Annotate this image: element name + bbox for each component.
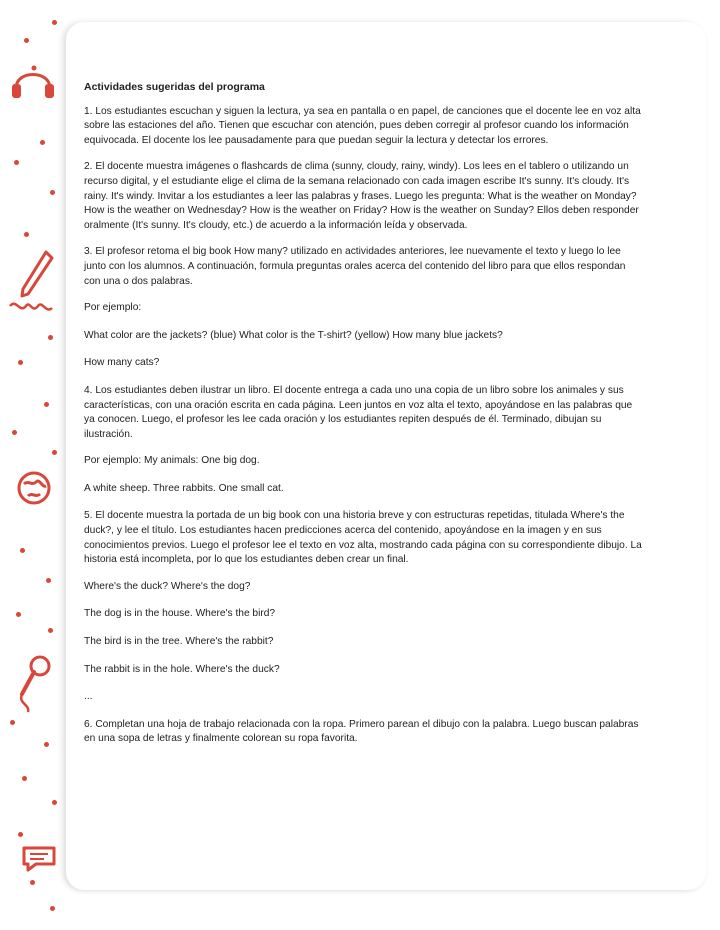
- microphone-icon: [12, 652, 56, 716]
- margin-dot: [48, 335, 53, 340]
- margin-dot: [48, 628, 53, 633]
- document-title: Actividades sugeridas del programa: [84, 81, 265, 93]
- margin-dot: [14, 160, 19, 165]
- activity-2: 2. El docente muestra imágenes o flashcards de clima (sunny, cloudy, rainy, windy). Los lees en el tablero o utilizando un recurso digital, y el estudiante elige el clima de la semana relacionado con cada imagen escribe It's sunny. It's cloudy. It's rainy. It's windy. Invitar a los estudiantes a leer las palabras y frases. Luego les pregunta: What is the weather on Monday? How is the weather on Wednesday? How is the weather on Friday? How is the weather on Sunday? Ellos deben responder oralmente (It's sunny. It's cloudy, etc.) de acuerdo a la información leída y observada.: [84, 161, 639, 231]
- activity-5: 5. El docente muestra la portada de un big book con una historia breve y con estructuras repetidas, titulada Where's the duck?, y lee el título. Los estudiantes hacen predicciones acerca del contenido, apoyándose en la imagen y en sus conocimientos previos. Luego el profesor lee el texto en voz alta, mostrando cada página con su correspondiente dibujo. La historia está incompleta, por lo que los estudiantes deben crear un final.: [84, 510, 642, 566]
- margin-dot: [20, 548, 25, 553]
- example-label: Por ejemplo:: [84, 302, 142, 314]
- margin-dot: [18, 832, 23, 837]
- document-body: [84, 80, 644, 759]
- speech-bubble-icon: [20, 842, 60, 874]
- ellipsis: ...: [84, 691, 93, 703]
- margin-dot: [18, 360, 23, 365]
- margin-dot: [16, 612, 21, 617]
- globe-icon: [14, 468, 54, 508]
- story-line: The rabbit is in the hole. Where's the duck?: [84, 663, 280, 675]
- margin-dot: [24, 232, 29, 237]
- margin-dot: [44, 742, 49, 747]
- margin-dot: [12, 430, 17, 435]
- example-line: How many cats?: [84, 357, 160, 369]
- margin-dot: [10, 720, 15, 725]
- margin-dot: [44, 402, 49, 407]
- margin-dot: [50, 190, 55, 195]
- example-line: What color are the jackets? (blue) What color is the T-shirt? (yellow) How many blue jackets?: [84, 329, 503, 341]
- margin-dot: [40, 140, 45, 145]
- margin-dot: [22, 776, 27, 781]
- example-line: A white sheep. Three rabbits. One small cat.: [84, 482, 284, 494]
- story-line: The dog is in the house. Where's the bird?: [84, 608, 276, 620]
- activity-3: 3. El profesor retoma el big book How many? utilizado en actividades anteriores, lee nuevamente el texto y luego lo lee junto con los alumnos. A continuación, formula preguntas orales acerca del contenido del libro para que ellos respondan con una o dos palabras.: [84, 246, 626, 287]
- headphones-icon: [8, 58, 58, 102]
- story-line: Where's the duck? Where's the dog?: [84, 580, 251, 592]
- margin-dot: [52, 20, 57, 25]
- activity-1: 1. Los estudiantes escuchan y siguen la lectura, ya sea en pantalla o en papel, de canciones que el docente lee en voz alta sobre las estaciones del año. Tienen que escuchar con atención, pues deben corregir al profesor cuando los información equivocada. El docente los lee pausadamente para que puedan seguir la lectura y detectar los errores.: [84, 105, 641, 146]
- story-line: The bird is in the tree. Where's the rabbit?: [84, 636, 274, 648]
- margin-dot: [52, 800, 57, 805]
- activity-6: 6. Completan una hoja de trabajo relacionada con la ropa. Primero parean el dibujo con la palabra. Luego buscan palabras en una sopa de letras y finalmente colorean su ropa favorita.: [84, 718, 639, 745]
- activity-4: 4. Los estudiantes deben ilustrar un libro. El docente entrega a cada uno una copia de un libro sobre los animales y sus características, con una oración escrita en cada página. Leen juntos en voz alta el texto, apoyándose en las palabras que ya conocen. Luego, el profesor les lee cada oración y los estudiantes repiten después de él. Terminado, dibujan su ilustración.: [84, 384, 633, 440]
- example-label: Por ejemplo: My animals: One big dog.: [84, 455, 260, 467]
- decorative-margin: [0, 0, 66, 930]
- margin-dot: [30, 880, 35, 885]
- margin-dot: [52, 450, 57, 455]
- pen-icon: [6, 248, 58, 324]
- margin-dot: [50, 906, 55, 911]
- margin-dot: [46, 578, 51, 583]
- margin-dot: [24, 38, 29, 43]
